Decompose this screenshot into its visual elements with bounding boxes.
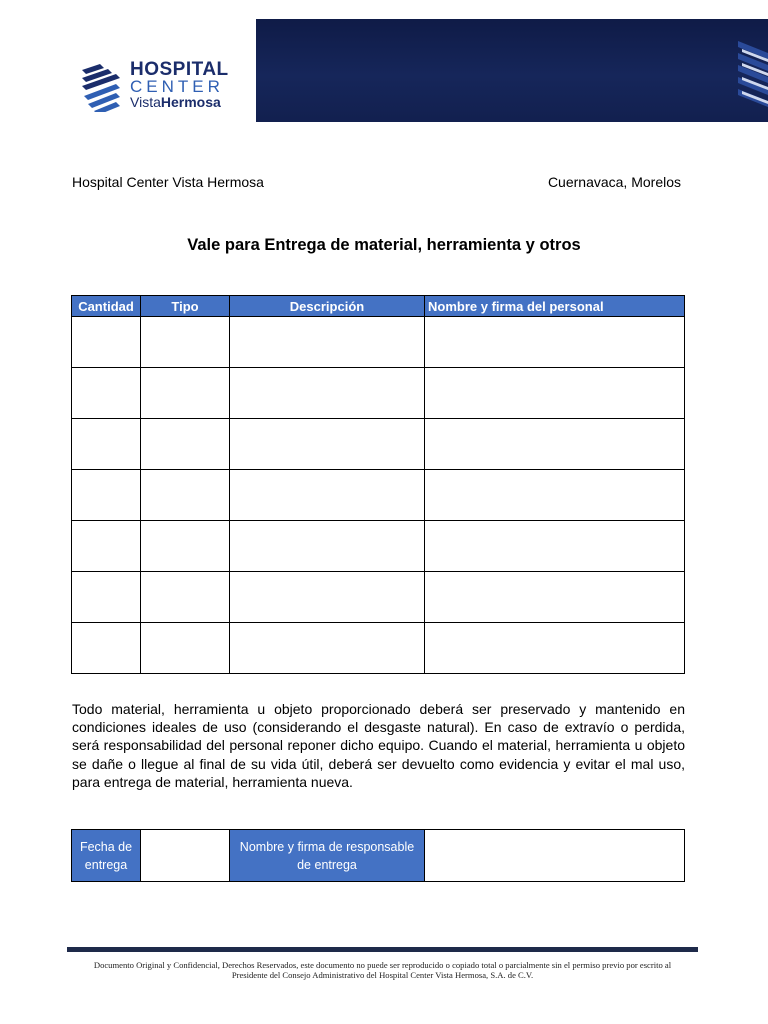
- header-banner: [256, 19, 768, 122]
- footer-line2: Presidente del Consejo Administrativo del Hospital Center Vista Hermosa, S.A. de C.V.: [231, 970, 534, 980]
- items-table-body: [72, 317, 685, 674]
- table-row: [72, 572, 685, 623]
- table-cell[interactable]: [72, 368, 141, 419]
- logo-vista-text: Vista: [130, 94, 161, 110]
- table-cell[interactable]: [141, 368, 230, 419]
- items-table-header: [72, 296, 685, 317]
- responsible-label-line2: de entrega: [297, 857, 357, 872]
- table-cell[interactable]: [141, 317, 230, 368]
- table-cell[interactable]: [425, 368, 685, 419]
- footer-divider: [67, 947, 698, 952]
- table-cell[interactable]: [72, 317, 141, 368]
- responsible-label-line1: Nombre y firma de responsable: [239, 839, 415, 854]
- table-cell[interactable]: [425, 623, 685, 674]
- column-header-tipo: Tipo: [141, 296, 230, 317]
- table-cell[interactable]: [230, 317, 425, 368]
- responsible-signature-field[interactable]: [425, 830, 685, 882]
- table-cell[interactable]: [425, 317, 685, 368]
- footer-line1: Documento Original y Confidencial, Derechos Reservados, este documento no puede ser reproducido o copiado total o parcialmente sin el permiso previo por escrito al: [93, 960, 672, 970]
- table-cell[interactable]: [425, 572, 685, 623]
- table-row: [72, 623, 685, 674]
- table-cell[interactable]: [230, 470, 425, 521]
- column-header-descripcion: Descripción: [230, 296, 425, 317]
- table-cell[interactable]: [141, 521, 230, 572]
- table-cell[interactable]: [72, 623, 141, 674]
- table-row: [72, 368, 685, 419]
- table-cell[interactable]: [230, 368, 425, 419]
- table-cell[interactable]: [72, 419, 141, 470]
- logo-center-text: CENTER: [130, 77, 224, 96]
- items-table: [71, 295, 685, 674]
- table-row: [72, 521, 685, 572]
- table-cell[interactable]: [141, 419, 230, 470]
- table-cell[interactable]: [230, 521, 425, 572]
- signoff-table: [71, 829, 685, 882]
- location: Cuernavaca, Morelos: [547, 174, 681, 190]
- logo-hospital-text: HOSPITAL: [130, 59, 229, 80]
- table-cell[interactable]: [425, 521, 685, 572]
- delivery-date-field[interactable]: [141, 830, 230, 882]
- table-row: [72, 419, 685, 470]
- signoff-row: [72, 830, 685, 882]
- document-title: Vale para Entrega de material, herramienta y otros: [187, 236, 581, 254]
- column-header-cantidad: Cantidad: [72, 296, 141, 317]
- logo-stripes-icon: [80, 62, 126, 112]
- table-cell[interactable]: [425, 419, 685, 470]
- table-cell[interactable]: [230, 572, 425, 623]
- table-row: [72, 317, 685, 368]
- responsibility-notice: Todo material, herramienta u objeto proporcionado deberá ser preservado y mantenido en condiciones ideales de uso (considerando el desgaste natural). En caso de extravío o perdida, será responsabilidad del personal reponer dicho equipo. Cuando el material, herramienta u objeto se dañe o llegue al final de su vida útil, deberá ser devuelto como evidencia y evitar el mal uso, para entrega de material, herramienta nueva.: [72, 701, 685, 790]
- delivery-date-label-line1: Fecha de: [79, 839, 133, 854]
- table-row: [72, 470, 685, 521]
- table-cell[interactable]: [230, 623, 425, 674]
- hospital-name: Hospital Center Vista Hermosa: [72, 174, 264, 190]
- responsible-signature-label: [230, 830, 425, 882]
- table-cell[interactable]: [72, 572, 141, 623]
- hospital-logo: [80, 60, 240, 114]
- table-cell[interactable]: [425, 470, 685, 521]
- table-cell[interactable]: [141, 572, 230, 623]
- logo-vistahermosa-text: [130, 94, 221, 110]
- column-header-nombre-firma: Nombre y firma del personal: [425, 296, 685, 317]
- table-cell[interactable]: [230, 419, 425, 470]
- logo-hermosa-text: Hermosa: [160, 94, 221, 110]
- table-cell[interactable]: [72, 470, 141, 521]
- delivery-date-label: [72, 830, 141, 882]
- table-cell[interactable]: [72, 521, 141, 572]
- footer-disclaimer: [67, 960, 698, 980]
- delivery-date-label-line2: entrega: [84, 857, 128, 872]
- table-cell[interactable]: [141, 623, 230, 674]
- table-cell[interactable]: [141, 470, 230, 521]
- stripes-graphic: [708, 19, 768, 122]
